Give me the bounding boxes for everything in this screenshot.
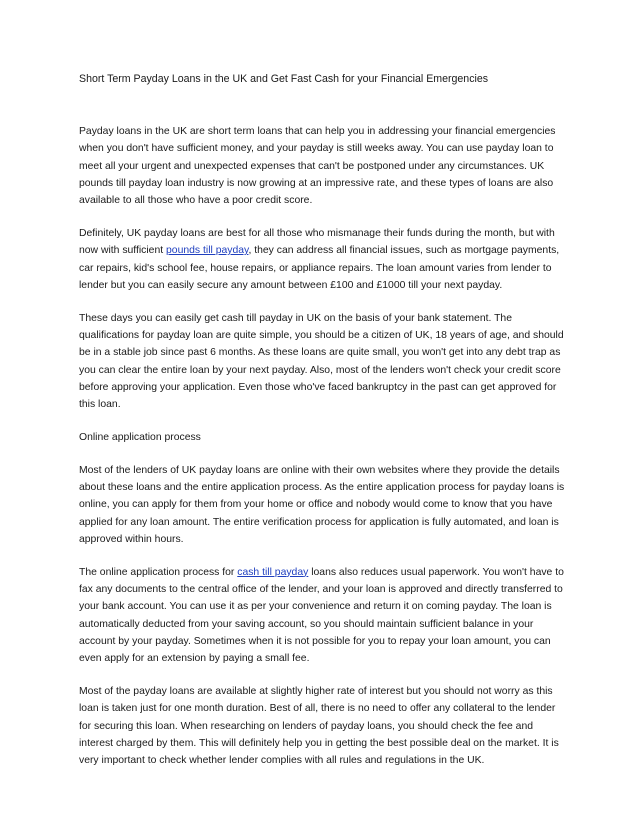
pounds-till-payday-link[interactable]: pounds till payday — [166, 245, 249, 257]
paragraph-intro: Payday loans in the UK are short term loans that can help you in addressing your financial emergencies when you don't have sufficient money, and your payday is still weeks away. You can use payday loan to meet all your urgent and unexpected expenses that can't be postponed under any circumstances. UK pounds till payday loan industry is now growing at an impressive rate, and these types of loans are also available to all those who have a poor credit score. — [79, 126, 556, 207]
paragraph-interest: Most of the payday loans are available at slightly higher rate of interest but you should not worry as this loan is taken just for one month duration. Best of all, there is no need to offer any collateral to the lender for securing this loan. When researching on lenders of payday loans, you should check the fee and interest charged by them. This will definitely help you in getting the best possible deal on the market. It is very important to check whether lender complies with all rules and regulations in the UK. — [79, 686, 559, 767]
cash-till-payday-link[interactable]: cash till payday — [237, 566, 309, 578]
section-heading: Online application process — [79, 431, 201, 443]
document-title: Short Term Payday Loans in the UK and Get Fast Cash for your Financial Emergencies — [79, 73, 489, 85]
paragraph-text: Definitely, UK payday loans are best for all those who mismanage their funds during the month, but with now with sufficient — [79, 227, 555, 257]
paragraph-qualifications: These days you can easily get cash till payday in UK on the basis of your bank statement. The qualifications for payday loan are quite simple, you should be a citizen of UK, 18 years of age, and should be in a stable job since past 6 months. As these loans are quite small, you won't get into any debt trap as you can clear the entire loan by your next payday. Also, most of the lenders won't check your credit score before approving your application. Even those who've faced bankruptcy in the past can get approved for this loan. — [79, 312, 564, 411]
paragraph-text: , they can address all financial issues, such as mortgage payments, car repairs, kid's school fee, house repairs, or appliance repairs. The loan amount varies from lender to lender but you can easily secure any amount between £100 and £1000 till your next payday. — [79, 245, 560, 291]
paragraph-text: loans also reduces usual paperwork. You won't have to fax any documents to the central office of the lender, and your loan is approved and directly transferred to your bank account. You can use it as per your convenience and return it on coming payday. The loan is automatically deducted from your saving account, so you should maintain sufficient balance in your account by your payday. Sometimes when it is not possible for you to repay your loan amount, you can even apply for an extension by paying a small fee. — [79, 566, 564, 665]
paragraph-uk-payday — [79, 225, 565, 294]
document-page — [79, 70, 565, 785]
paragraph-online-lenders: Most of the lenders of UK payday loans are online with their own websites where they provide the details about these loans and the entire application process. As the entire application process for payday loans is online, you can apply for them from your home or office and nobody would come to know that you have applied for any loan amount. The entire verification process for application is fully automated, and loan is approved within hours. — [79, 464, 565, 545]
paragraph-text: The online application process for — [79, 566, 238, 578]
paragraph-online-process — [79, 564, 565, 668]
